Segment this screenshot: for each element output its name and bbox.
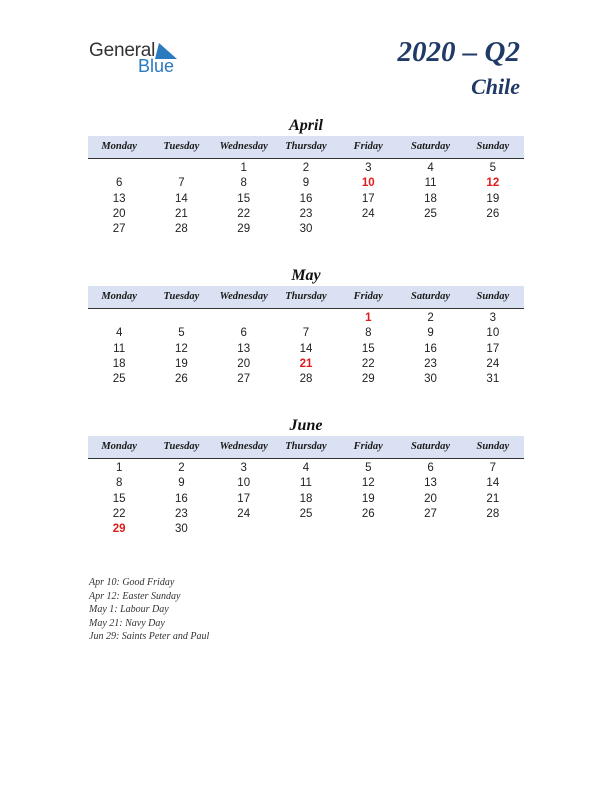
day-cell: 13	[424, 477, 437, 490]
weekday-label: Saturday	[411, 441, 451, 452]
weekday-label: Saturday	[411, 141, 451, 152]
holiday-day-cell: 10	[361, 177, 375, 190]
day-cell: 16	[299, 192, 313, 205]
weekday-label: Friday	[353, 441, 383, 452]
day-cell: 19	[175, 357, 188, 370]
holiday-day-cell: 29	[112, 523, 126, 536]
day-cell: 18	[424, 192, 437, 205]
day-cell: 30	[299, 223, 313, 236]
day-cell: 20	[112, 207, 126, 220]
day-cell: 16	[175, 492, 188, 505]
page-title: 2020 – Q2	[397, 36, 520, 68]
weekday-header	[88, 286, 524, 309]
holiday-note: Apr 12: Easter Sunday	[89, 590, 181, 602]
day-grid	[88, 309, 524, 387]
day-cell: 13	[237, 342, 251, 355]
weekday-label: Monday	[101, 141, 137, 152]
day-cell: 1	[115, 462, 123, 474]
empty-day-cell	[213, 311, 275, 326]
day-cell: 5	[178, 327, 185, 340]
holiday-note: May 1: Labour Day	[89, 604, 169, 616]
day-cell: 14	[486, 477, 500, 490]
holiday-day-cell: 21	[299, 357, 313, 370]
day-cell: 4	[302, 462, 310, 474]
weekday-header	[88, 436, 524, 459]
logo-blue-text: Blue	[138, 56, 175, 76]
day-cell: 11	[424, 177, 437, 190]
day-cell: 25	[112, 373, 126, 386]
weekday-label: Sunday	[476, 441, 510, 452]
day-grid	[88, 159, 524, 237]
weekday-label: Monday	[101, 291, 137, 302]
weekday-label: Tuesday	[163, 291, 200, 302]
month-april	[88, 116, 524, 237]
day-cell: 13	[112, 192, 126, 205]
day-cell: 5	[365, 462, 372, 474]
day-cell: 10	[486, 327, 500, 340]
day-cell: 22	[112, 507, 126, 520]
day-cell: 7	[178, 177, 185, 190]
month-may	[88, 266, 524, 387]
empty-day-cell	[150, 311, 212, 326]
weekday-label: Wednesday	[219, 291, 268, 302]
day-cell: 28	[175, 223, 188, 236]
day-cell: 23	[175, 507, 188, 520]
day-cell: 15	[237, 192, 251, 205]
day-cell: 23	[299, 207, 313, 220]
month-name: May	[291, 267, 321, 284]
day-cell: 3	[489, 312, 497, 324]
day-cell: 24	[237, 507, 251, 520]
day-cell: 18	[112, 357, 126, 370]
day-cell: 27	[112, 223, 126, 236]
day-cell: 19	[361, 492, 375, 505]
day-cell: 15	[361, 342, 375, 355]
day-cell: 3	[365, 162, 372, 174]
day-cell: 2	[178, 462, 185, 474]
day-cell: 7	[489, 462, 497, 474]
weekday-label: Saturday	[411, 291, 451, 302]
day-cell: 17	[361, 192, 375, 205]
day-cell: 6	[427, 462, 434, 474]
day-cell: 31	[486, 373, 500, 386]
day-cell: 3	[240, 462, 247, 474]
day-cell: 17	[237, 492, 251, 505]
day-cell: 18	[299, 492, 313, 505]
day-cell: 20	[424, 492, 437, 505]
day-cell: 15	[112, 492, 126, 505]
day-cell: 6	[240, 327, 247, 340]
day-cell: 9	[302, 177, 310, 190]
weekday-label: Thursday	[285, 291, 327, 302]
day-cell: 8	[240, 177, 247, 190]
day-cell: 26	[361, 507, 375, 520]
weekday-label: Sunday	[476, 141, 510, 152]
day-cell: 26	[175, 373, 188, 386]
day-cell: 25	[424, 207, 437, 220]
month-name: April	[289, 117, 323, 134]
day-cell: 8	[365, 327, 372, 340]
day-cell: 9	[427, 327, 434, 340]
weekday-label: Monday	[101, 441, 137, 452]
logo	[89, 40, 189, 76]
day-cell: 23	[424, 357, 437, 370]
day-cell: 27	[424, 507, 437, 520]
day-cell: 17	[486, 342, 500, 355]
holiday-note: Jun 29: Saints Peter and Paul	[89, 631, 210, 643]
day-cell: 30	[175, 523, 188, 536]
day-cell: 4	[427, 162, 434, 174]
weekday-header	[88, 136, 524, 159]
empty-day-cell	[275, 311, 337, 326]
weekday-label: Thursday	[285, 441, 327, 452]
day-cell: 9	[178, 477, 185, 490]
day-cell: 26	[486, 207, 500, 220]
weekday-label: Tuesday	[163, 441, 200, 452]
day-cell: 5	[489, 162, 497, 174]
day-cell: 11	[113, 342, 126, 355]
month-name: June	[289, 417, 323, 434]
weekday-label: Friday	[353, 291, 383, 302]
day-cell: 14	[175, 192, 188, 205]
day-cell: 22	[237, 207, 251, 220]
day-cell: 12	[361, 477, 375, 490]
day-cell: 19	[486, 192, 500, 205]
day-grid	[88, 459, 524, 537]
holiday-day-cell: 12	[486, 177, 500, 190]
day-cell: 29	[361, 373, 375, 386]
empty-day-cell	[88, 311, 150, 326]
day-cell: 16	[424, 342, 437, 355]
day-cell: 7	[302, 327, 310, 340]
day-cell: 21	[486, 492, 500, 505]
weekday-label: Sunday	[476, 291, 510, 302]
month-june	[88, 416, 524, 537]
day-cell: 28	[299, 373, 313, 386]
day-cell: 4	[115, 327, 123, 340]
day-cell: 24	[361, 207, 375, 220]
holiday-note: Apr 10: Good Friday	[89, 577, 175, 588]
day-cell: 2	[302, 162, 310, 174]
day-cell: 21	[175, 207, 188, 220]
logo-general-text: General	[89, 40, 156, 61]
day-cell: 8	[115, 477, 123, 490]
day-cell: 28	[486, 507, 500, 520]
day-cell: 25	[299, 507, 313, 520]
holiday-notes	[89, 576, 209, 644]
day-cell: 14	[299, 342, 313, 355]
day-cell: 2	[427, 312, 434, 324]
holiday-note: May 21: Navy Day	[89, 617, 165, 629]
weekday-label: Friday	[353, 141, 383, 152]
weekday-label: Tuesday	[163, 141, 200, 152]
weekday-label: Wednesday	[219, 141, 268, 152]
day-cell: 12	[175, 342, 188, 355]
weekday-label: Thursday	[285, 141, 327, 152]
day-cell: 6	[115, 177, 123, 190]
day-cell: 11	[300, 477, 312, 490]
day-cell: 30	[424, 373, 437, 386]
day-cell: 20	[237, 357, 251, 370]
day-cell: 27	[237, 373, 251, 386]
holiday-day-cell: 1	[365, 312, 372, 324]
country-name: Chile	[471, 74, 520, 99]
day-cell: 1	[240, 162, 247, 174]
day-cell: 29	[237, 223, 251, 236]
day-cell: 24	[486, 357, 500, 370]
day-cell: 22	[361, 357, 375, 370]
empty-day-cell	[88, 161, 150, 176]
day-cell: 10	[237, 477, 251, 490]
weekday-label: Wednesday	[219, 441, 268, 452]
empty-day-cell	[150, 161, 212, 176]
